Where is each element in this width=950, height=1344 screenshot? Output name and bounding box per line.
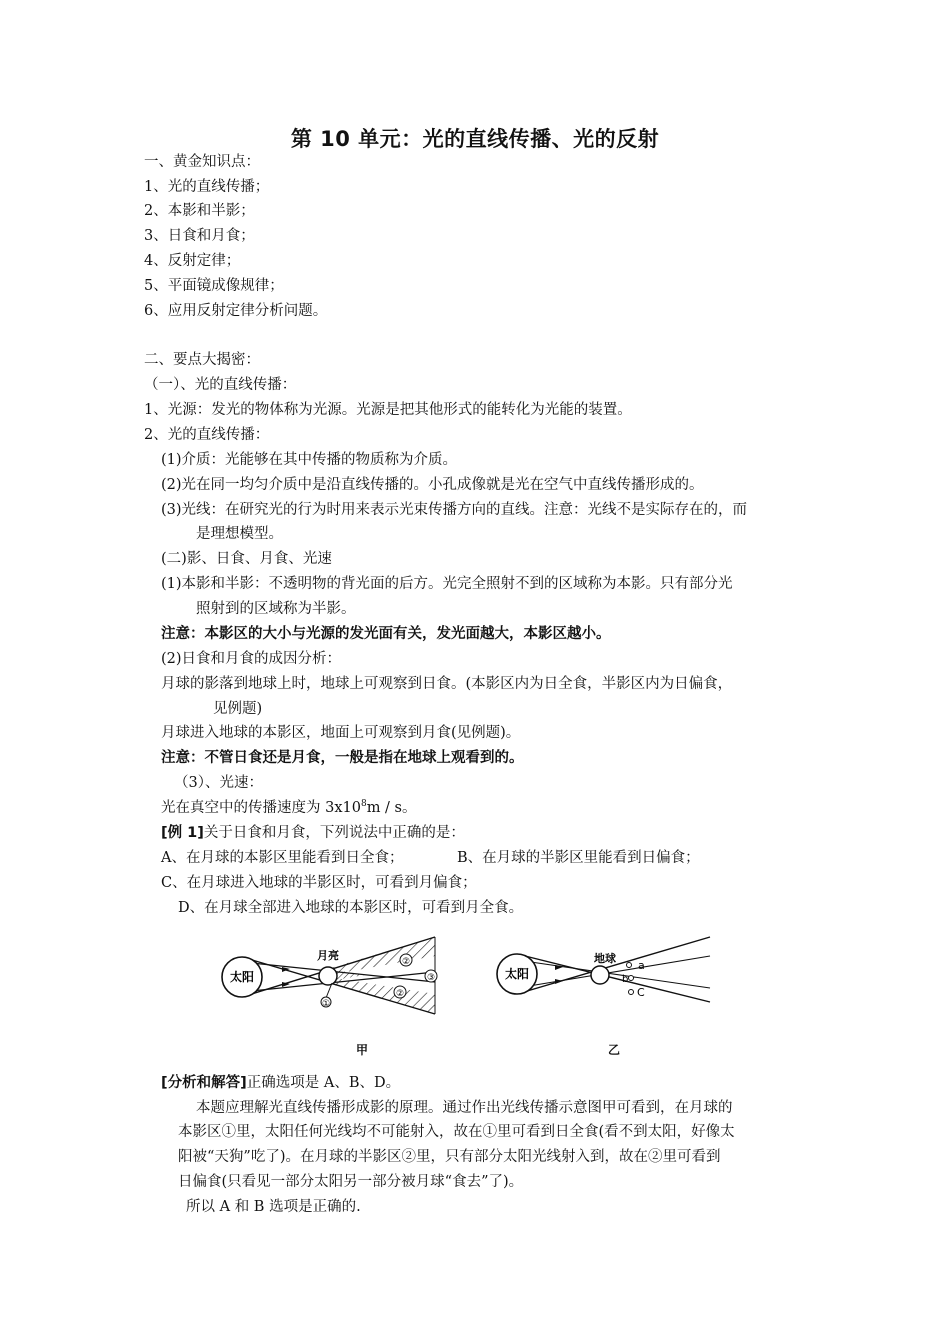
paragraph: 本影区①里，太阳任何光线均不可能射入，故在①里可看到日全食(看不到太阳，好像太 [178,1124,735,1140]
paragraph: (1)本影和半影：不透明物的背光面的后方。光完全照射不到的区域称为本影。只有部分光 [161,576,733,592]
paragraph: 2、光的直线传播： [144,427,270,443]
subsection-heading: (二)影、日食、月食、光速 [161,551,332,567]
position-b: b [622,974,629,985]
sun-label: 太阳 [229,970,255,984]
paragraph: 月球进入地球的本影区，地面上可观察到月食(见例题)。 [161,725,521,741]
example-text: 关于日食和月食，下列说法中正确的是： [203,825,465,841]
example-question [161,822,465,844]
position-c: C [637,986,645,999]
antumbra-marker: ③ [426,973,436,983]
answer-text: 正确选项是 A、B、D。 [246,1075,401,1091]
list-item: 3、日食和月食； [144,228,255,244]
solar-eclipse-diagram [220,932,445,1022]
paragraph: 阳被“天狗”吃了)。在月球的半影区②里，只有部分太阳光线射入到，故在②里可看到 [178,1149,721,1165]
option-c: C、在月球进入地球的半影区时，可看到月偏食； [161,875,477,891]
earth-label: 地球 [594,952,616,965]
option-d: D、在月球全部进入地球的本影区时，可看到月全食。 [178,900,524,916]
umbra-marker: ① [321,999,331,1009]
speed-exponent: 8 [360,799,367,809]
option-a: A、在月球的本影区里能看到日全食； [161,850,404,866]
paragraph: (2)光在同一均匀介质中是沿直线传播的。小孔成像就是光在空气中直线传播形成的。 [161,477,704,493]
note: 注意：不管日食还是月食，一般是指在地球上观看到的。 [161,750,524,766]
lunar-eclipse-diagram [495,932,715,1007]
page-title: 第 10 单元：光的直线传播、光的反射 [290,127,660,151]
paragraph: 本题应理解光直线传播形成影的原理。通过作出光线传播示意图甲可看到，在月球的 [196,1100,733,1116]
example-tag: [例 1] [161,825,204,841]
section1-heading: 一、黄金知识点： [144,154,260,170]
position-a: a [638,959,645,972]
subsection-heading: （3）、光速： [174,775,263,791]
section2-heading: 二、要点大揭密： [144,352,260,368]
list-item: 4、反射定律； [144,253,241,269]
note: 注意：本影区的大小与光源的发光面有关，发光面越大，本影区越小。 [161,626,611,642]
subsection-heading: （一）、光的直线传播： [144,377,297,393]
option-b: B、在月球的半影区里能看到日偏食； [457,850,700,866]
paragraph: 见例题) [213,701,263,717]
paragraph: (1)介质：光能够在其中传播的物质称为介质。 [161,452,458,468]
paragraph-light-speed [161,797,417,819]
paragraph: 是理想模型。 [196,526,283,542]
list-item: 1、光的直线传播； [144,179,270,195]
list-item: 2、本影和半影； [144,203,255,219]
penumbra-marker: ② [401,957,411,967]
answer-tag: [分析和解答] [161,1075,247,1091]
list-item: 6、应用反射定律分析问题。 [144,303,328,319]
moon-label: 月亮 [317,949,339,962]
paragraph: 日偏食(只看见一部分太阳另一部分被月球“食去”了)。 [178,1174,524,1190]
penumbra-marker: ② [395,989,405,999]
paragraph: (2)日食和月食的成因分析： [161,651,342,667]
list-item: 5、平面镜成像规律； [144,278,284,294]
speed-unit: m / s。 [366,800,417,816]
figure-caption: 乙 [608,1043,621,1057]
paragraph: (3)光线：在研究光的行为时用来表示光束传播方向的直线。注意：光线不是实际存在的，而 [161,502,748,518]
speed-text: 光在真空中的传播速度为 3x10 [161,800,361,816]
paragraph: 所以 A 和 B 选项是正确的. [186,1199,361,1215]
paragraph: 1、光源：发光的物体称为光源。光源是把其他形式的能转化为光能的装置。 [144,402,632,418]
paragraph: 月球的影落到地球上时，地球上可观察到日食。(本影区内为日全食，半影区内为日偏食， [161,676,733,692]
sun-label: 太阳 [504,967,530,981]
answer-line [161,1072,400,1094]
paragraph: 照射到的区域称为半影。 [196,601,356,617]
figure-caption: 甲 [356,1043,369,1057]
